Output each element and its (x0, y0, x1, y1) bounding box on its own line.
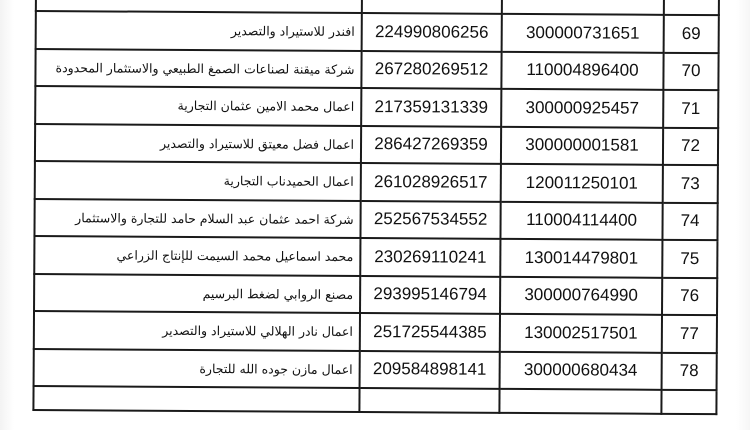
row-number-cell: 75 (662, 240, 717, 278)
company-name-cell: اعمال نادر الهلالي للاستيراد والتصدير (34, 311, 360, 350)
tax-number-cell (362, 0, 502, 14)
table-row (34, 236, 717, 278)
tax-number-cell: 286427269359 (361, 125, 501, 163)
row-number-cell: 76 (662, 277, 717, 315)
row-number-cell: 69 (664, 15, 719, 53)
table-row (34, 274, 717, 316)
registration-number-cell (499, 389, 661, 414)
company-name-cell: افندر للاستيراد والتصدير (36, 11, 362, 50)
table-row (33, 386, 716, 414)
table-row (34, 311, 717, 353)
registration-number-cell: 300000764990 (500, 276, 662, 314)
table-row (35, 124, 718, 166)
registration-number-cell: 130002517501 (500, 314, 662, 352)
table-row (34, 348, 717, 390)
row-number-cell: 74 (662, 202, 717, 240)
company-name-cell: اعمال فضل معيتق للاستيراد والتصدير (35, 124, 361, 163)
company-name-cell: اعمال الحميدناب التجارية (35, 161, 361, 200)
registration-number-cell: 300000001581 (501, 126, 663, 164)
tax-number-cell: 267280269512 (361, 50, 501, 88)
registration-number-cell: 300000731651 (502, 14, 664, 52)
registration-number-cell: 110004896400 (501, 51, 663, 89)
tax-number-cell: 217359131339 (361, 88, 501, 126)
table-row (35, 49, 718, 91)
tax-number-cell: 224990806256 (362, 13, 502, 51)
row-number-cell: 70 (663, 52, 718, 90)
company-name-cell: محمد اسماعيل محمد السيمت للإنتاج الزراعي (34, 236, 360, 275)
registration-number-cell: 110004114400 (500, 201, 662, 239)
table-row (34, 199, 717, 241)
row-number-cell: 73 (663, 165, 718, 203)
registration-number-cell: 120011250101 (501, 164, 663, 202)
tax-number-cell: 261028926517 (361, 163, 501, 201)
tax-number-cell: 252567534552 (360, 200, 500, 238)
table-row (35, 161, 718, 203)
tax-number-cell: 209584898141 (360, 350, 500, 388)
row-number-cell (664, 0, 719, 15)
registration-number-cell: 300000680434 (500, 351, 662, 389)
tax-number-cell: 251725544385 (360, 313, 500, 351)
row-number-cell (661, 390, 716, 414)
company-name-cell: شركة ميقنة لصناعات الصمغ الطبيعي والاستثمار المحدودة (35, 49, 361, 88)
company-name-cell: شركة احمد عثمان عبد السلام حامد للتجارة والاستثمار (34, 199, 360, 238)
row-number-cell: 77 (662, 315, 717, 353)
tax-number-cell (359, 388, 499, 413)
row-number-cell: 78 (662, 352, 717, 390)
table-row (35, 86, 718, 128)
registry-table (32, 0, 720, 415)
company-name-cell: مصنع الروابي لضغط البرسيم (34, 274, 360, 313)
tax-number-cell: 293995146794 (360, 275, 500, 313)
table-row (36, 11, 719, 53)
company-name-cell: اعمال مازن جوده الله للتجارة (34, 348, 360, 387)
registration-number-cell (502, 0, 664, 15)
registration-number-cell: 300000925457 (501, 89, 663, 127)
row-number-cell: 71 (663, 90, 718, 128)
company-name-cell: اعمال محمد الامين عثمان التجارية (35, 86, 361, 125)
row-number-cell: 72 (663, 127, 718, 165)
company-name-cell (33, 386, 359, 412)
tax-number-cell: 230269110241 (360, 238, 500, 276)
registration-number-cell: 130014479801 (500, 239, 662, 277)
